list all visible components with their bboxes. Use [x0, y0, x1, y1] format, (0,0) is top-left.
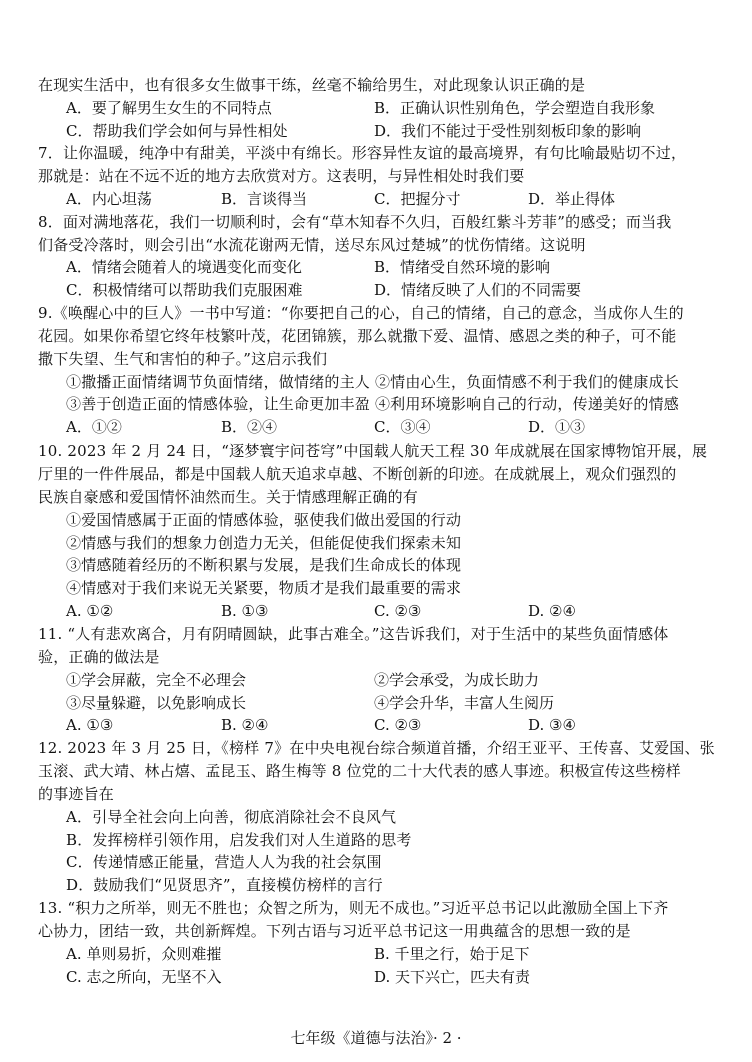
- q9-stem-line: 9.《唤醒心中的巨人》一书中写道：“你要把自己的心，自己的情绪，自己的意念，当成你人生的: [38, 304, 684, 322]
- q12-stem-line: 的事迹旨在: [38, 785, 115, 803]
- q11-option-a: A. ①③: [66, 716, 114, 734]
- q12-option-d: D．鼓励我们“见贤思齐”，直接模仿榜样的言行: [66, 876, 383, 894]
- q9-option-c: C．③④: [374, 418, 431, 436]
- q8-option-b: B．情绪受自然环境的影响: [374, 258, 551, 276]
- q9-stem-line: 撒下失望、生气和害怕的种子。”这启示我们: [38, 350, 328, 368]
- q10-option-d: D. ②④: [528, 602, 576, 620]
- q6-option-d: D．我们不能过于受性别刻板印象的影响: [374, 122, 642, 140]
- q8-option-a: A．情绪会随着人的境遇变化而变化: [66, 258, 302, 276]
- q7-option-d: D．举止得体: [528, 190, 616, 208]
- q10-option-a: A. ①②: [66, 602, 114, 620]
- q11-stem-line: 11. “人有悲欢离合，月有阴晴圆缺，此事古难全。”这告诉我们，对于生活中的某些负面情感体: [38, 625, 669, 643]
- q9-stem-line: 花园。如果你希望它终年枝繁叶茂，花团锦簇，那么就撒下爱、温情、感恩之类的种子，可不能: [38, 327, 677, 345]
- q8-stem-line: 8．面对满地落花，我们一切顺利时，会有“草木知春不久归，百般红紫斗芳菲”的感受；而当我: [38, 213, 672, 231]
- q8-option-c: C．积极情绪可以帮助我们克服困难: [66, 281, 303, 299]
- q6-stem: 在现实生活中，也有很多女生做事干练，丝毫不输给男生，对此现象认识正确的是: [38, 76, 586, 94]
- q6-option-a: A．要了解男生女生的不同特点: [66, 99, 272, 117]
- q11-option-d: D. ③④: [528, 716, 576, 734]
- q11-statement: ③尽量躲避，以免影响成长: [66, 694, 247, 712]
- q7-stem-line: 那就是：站在不远不近的地方去欣赏对方。这表明，与异性相处时我们要: [38, 167, 525, 185]
- q7-stem-line: 7．让你温暖，纯净中有甜美，平淡中有绵长。形容异性友谊的最高境界，有句比喻最贴切不过，: [38, 144, 687, 162]
- q7-option-c: C．把握分寸: [374, 190, 461, 208]
- q11-option-c: C. ②③: [374, 716, 422, 734]
- q9-option-b: B．②④: [221, 418, 278, 436]
- q12-option-a: A．引导全社会向上向善，彻底消除社会不良风气: [66, 808, 397, 826]
- q11-statement: ①学会屏蔽，完全不必理会: [66, 671, 247, 689]
- q12-option-c: C．传递情感正能量，营造人人为我的社会氛围: [66, 853, 382, 871]
- q12-stem-line: 12. 2023 年 3 月 25 日，《榜样 7》在中央电视台综合频道首播，介绍王亚平、王传喜、艾爱国、张: [38, 739, 715, 757]
- q10-option-b: B. ①③: [221, 602, 269, 620]
- q13-option-c: C. 志之所向，无坚不入: [66, 968, 222, 986]
- q7-option-a: A．内心坦荡: [66, 190, 152, 208]
- q10-statement: ③情感随着经历的不断积累与发展，是我们生命成长的体现: [66, 556, 462, 574]
- q6-option-b: B．正确认识性别角色，学会塑造自我形象: [374, 99, 656, 117]
- q8-option-d: D．情绪反映了人们的不同需要: [374, 281, 582, 299]
- q11-statement: ②学会承受，为成长助力: [374, 671, 540, 689]
- q10-stem-line: 厅里的一件件展品，都是中国载人航天追求卓越、不断创新的印迹。在成就展上，观众们强烈的: [38, 465, 677, 483]
- q12-stem-line: 玉滚、武大靖、林占熺、孟昆玉、路生梅等 8 位党的二十大代表的感人事迹。积极宣传这些榜样: [38, 762, 681, 780]
- q7-option-b: B．言谈得当: [221, 190, 308, 208]
- q9-option-a: A．①②: [66, 418, 122, 436]
- q13-option-b: B. 千里之行，始于足下: [374, 945, 530, 963]
- q9-statement-row: ③善于创造正面的情感体验，让生命更加丰盈 ④利用环境影响自己的行动，传递美好的情感: [66, 395, 679, 413]
- q11-stem-line: 验，正确的做法是: [38, 648, 160, 666]
- q13-option-a: A. 单则易折，众则难摧: [66, 945, 222, 963]
- q12-option-b: B．发挥榜样引领作用，启发我们对人生道路的思考: [66, 831, 412, 849]
- q11-statement: ④学会升华，丰富人生阅历: [374, 694, 555, 712]
- q9-option-d: D．①③: [528, 418, 586, 436]
- q9-statement-row: ①撒播正面情绪调节负面情绪，做情绪的主人 ②情由心生，负面情感不利于我们的健康成长: [66, 373, 679, 391]
- q13-stem-line: 心协力，团结一致，共创新辉煌。下列古语与习近平总书记这一用典蕴含的思想一致的是: [38, 922, 631, 940]
- q8-stem-line: 们备受冷落时，则会引出“水流花谢两无情，送尽东风过楚城”的忧伤情绪。这说明: [38, 236, 586, 254]
- q10-statement: ②情感与我们的想象力创造力无关，但能促使我们探索未知: [66, 534, 462, 552]
- q13-stem-line: 13. “积力之所举，则无不胜也；众智之所为，则无不成也。”习近平总书记以此激励全国上下齐: [38, 899, 669, 917]
- q10-statement: ④情感对于我们来说无关紧要，物质才是我们最重要的需求: [66, 579, 462, 597]
- q10-stem-line: 10. 2023 年 2 月 24 日，“逐梦寰宇问苍穹”中国载人航天工程 30 年成就展在国家博物馆开展，展: [38, 442, 708, 460]
- q10-option-c: C. ②③: [374, 602, 422, 620]
- q11-option-b: B. ②④: [221, 716, 269, 734]
- q10-statement: ①爱国情感属于正面的情感体验，驱使我们做出爱国的行动: [66, 511, 462, 529]
- q10-stem-line: 民族自豪感和爱国情怀油然而生。关于情感理解正确的有: [38, 488, 419, 506]
- q13-option-d: D. 天下兴亡，匹夫有责: [374, 968, 531, 986]
- q6-option-c: C．帮助我们学会如何与异性相处: [66, 122, 288, 140]
- page-footer: 七年级《道德与法治》· 2 ·: [290, 1029, 462, 1047]
